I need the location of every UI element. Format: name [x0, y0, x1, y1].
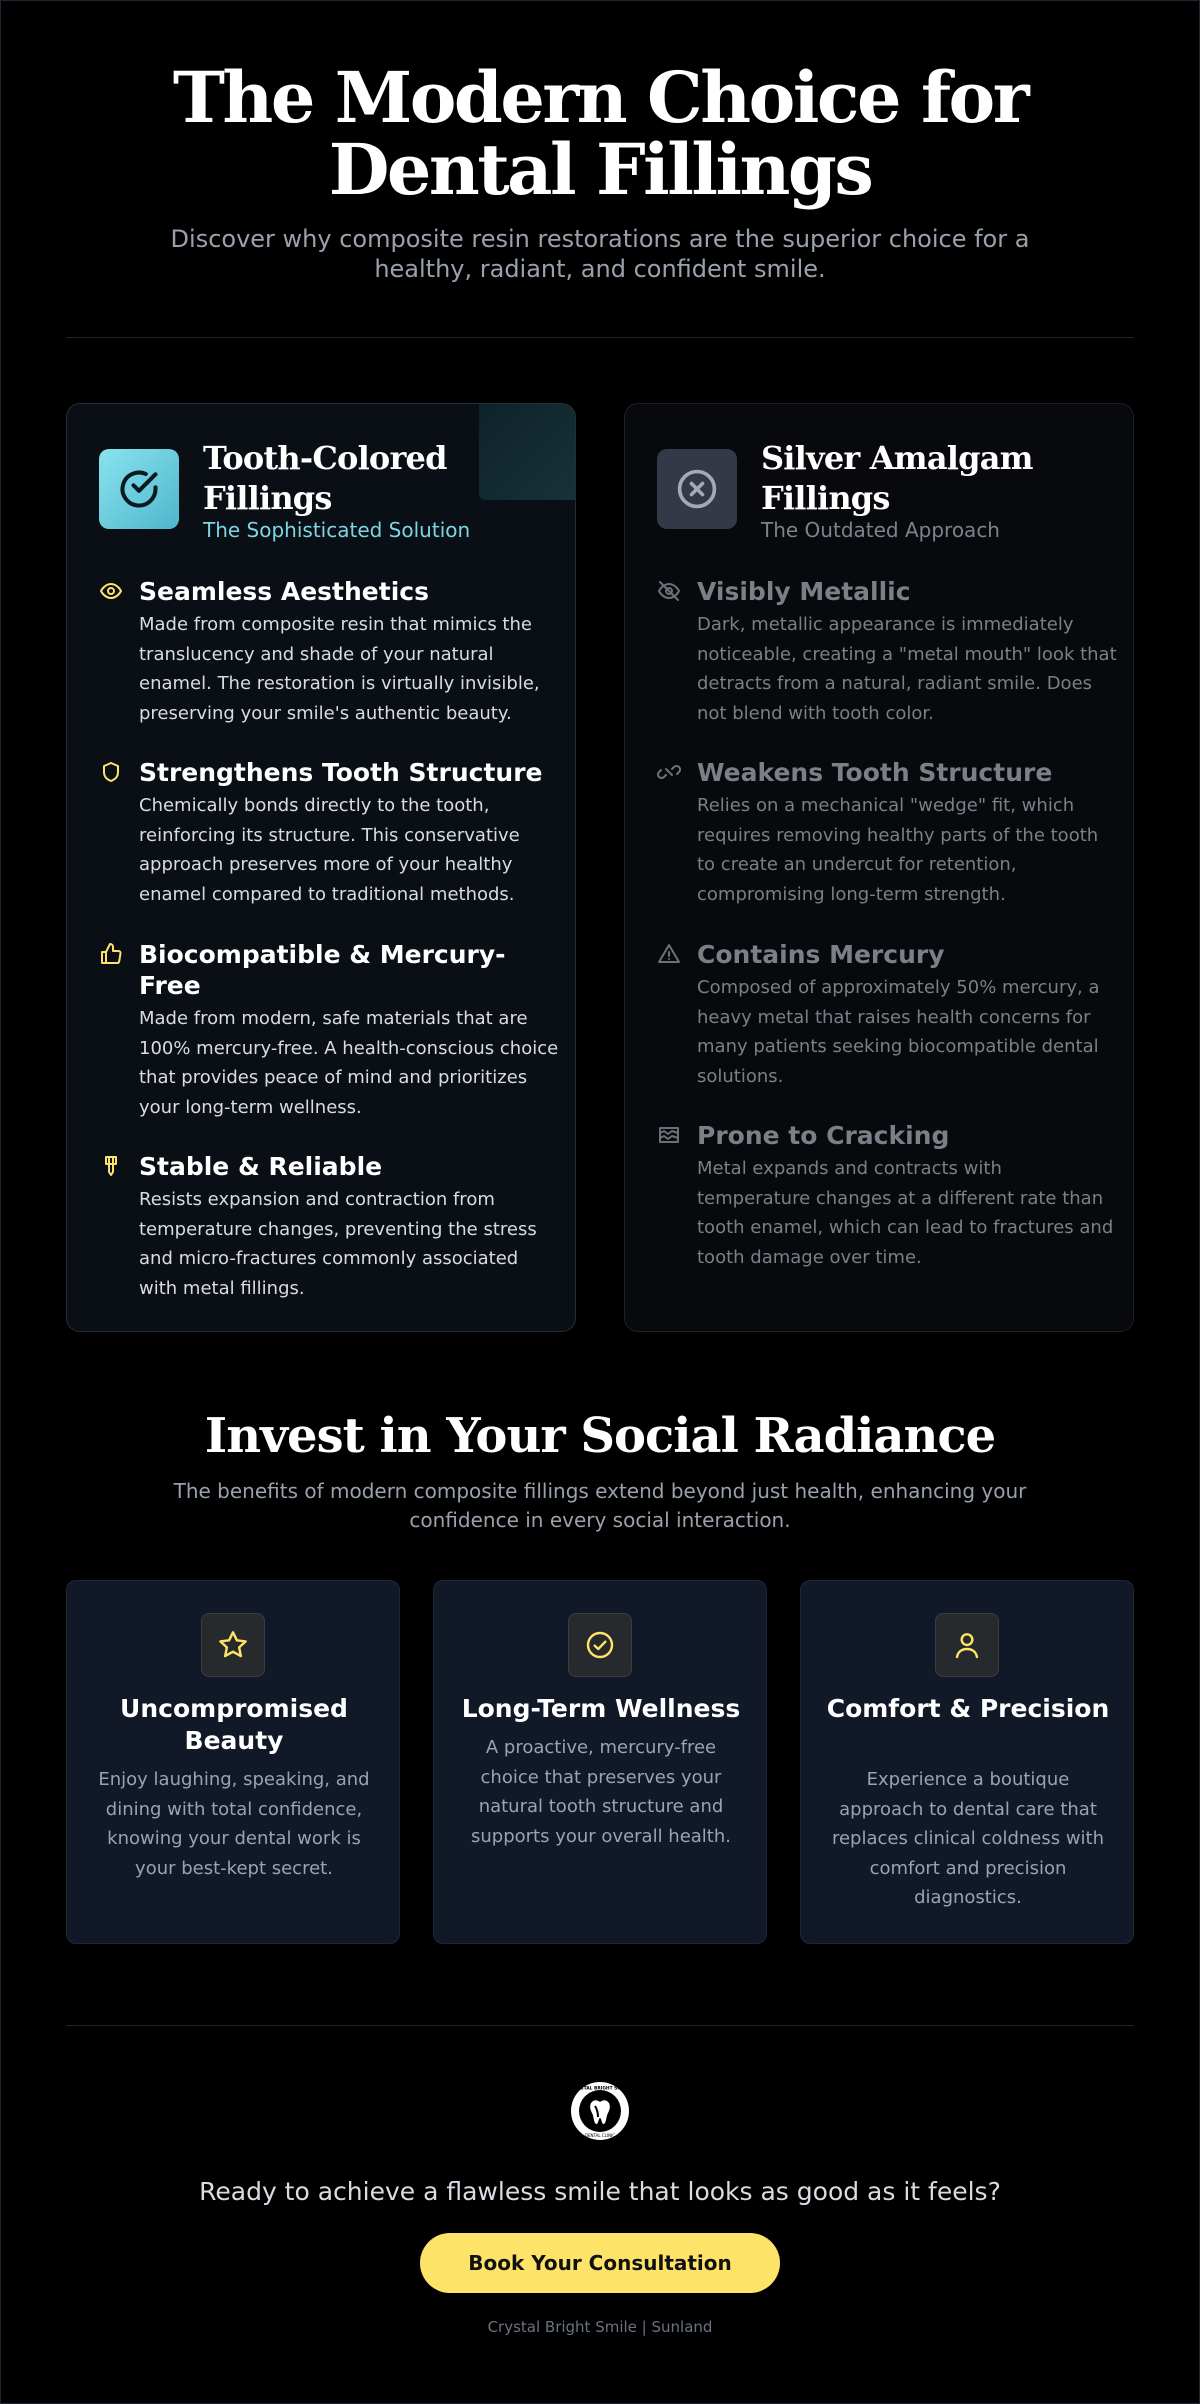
benefit-card — [66, 1580, 400, 1944]
feature-body: Made from modern, safe materials that are 100% mercury-free. A health-conscious choice that provides peace of mind and prioritizes your long-term wellness. — [139, 1008, 559, 1118]
feature-title: Stable & Reliable — [139, 1152, 383, 1181]
thumbs-up-icon — [99, 942, 123, 966]
warning-icon — [657, 942, 681, 966]
divider-bottom — [66, 2025, 1134, 2026]
star-icon — [201, 1613, 265, 1677]
benefits-subtitle: The benefits of modern composite fillings extend beyond just health, enhancing your confidence in every social interaction. — [173, 1479, 1027, 1532]
benefits-title: Invest in Your Social Radiance — [204, 1408, 996, 1464]
feature-title: Visibly Metallic — [697, 577, 911, 606]
benefit-title: Long-Term Wellness — [461, 1694, 741, 1723]
composite-tagline: The Sophisticated Solution — [203, 518, 471, 542]
page-title: The Modern Choice for Dental Fillings — [172, 56, 1028, 211]
broken-link-icon — [657, 760, 681, 784]
feature-title: Seamless Aesthetics — [139, 577, 429, 606]
benefit-body: Enjoy laughing, speaking, and dining with total confidence, knowing your dental work is your best-kept secret. — [98, 1769, 370, 1879]
amalgam-title: Silver Amalgam Fillings — [761, 439, 1033, 517]
feature-title: Strengthens Tooth Structure — [139, 758, 543, 787]
benefit-title: Uncompromised Beauty — [120, 1694, 348, 1755]
book-consultation-button[interactable]: Book Your Consultation — [420, 2233, 780, 2293]
shield-icon — [99, 760, 123, 784]
feature-body: Composed of approximately 50% mercury, a heavy metal that raises health concerns for many patients seeking biocompatible dental solutions. — [697, 977, 1100, 1087]
user-icon — [935, 1613, 999, 1677]
amalgam-card — [624, 403, 1134, 1332]
benefit-body: Experience a boutique approach to dental care that replaces clinical coldness with comfort and precision diagnostics. — [831, 1769, 1105, 1908]
feature-title: Weakens Tooth Structure — [697, 758, 1053, 787]
check-circle-icon — [99, 449, 179, 529]
benefit-body: A proactive, mercury-free choice that preserves your natural tooth structure and supports your overall health. — [471, 1737, 731, 1847]
tooth-icon — [99, 1154, 123, 1178]
footer-text: Crystal Bright Smile | Sunland — [487, 2318, 713, 2336]
eye-icon — [99, 579, 123, 603]
x-circle-icon — [657, 449, 737, 529]
logo-text-top: CRYSTAL BRIGHT SMILE — [570, 2086, 630, 2092]
eye-off-icon — [657, 579, 681, 603]
cta-text: Ready to achieve a flawless smile that looks as good as it feels? — [199, 2177, 1001, 2206]
benefit-title: Comfort & Precision — [826, 1694, 1110, 1723]
crack-icon — [657, 1123, 681, 1147]
page-subtitle: Discover why composite resin restorations are the superior choice for a healthy, radiant, and confident smile. — [170, 225, 1030, 283]
composite-card — [66, 403, 576, 1332]
feature-body: Relies on a mechanical "wedge" fit, which requires removing healthy parts of the tooth to create an undercut for retention, compromising long-term strength. — [697, 795, 1099, 905]
feature-body: Made from composite resin that mimics the translucency and shade of your natural enamel. The restoration is virtually invisible, preserving your smile's authentic beauty. — [139, 614, 540, 724]
amalgam-tagline: The Outdated Approach — [761, 518, 1000, 542]
feature-title: Biocompatible & Mercury-Free — [139, 940, 506, 1000]
feature-title: Contains Mercury — [697, 940, 945, 969]
benefit-card — [800, 1580, 1134, 1944]
feature-body: Chemically bonds directly to the tooth, reinforcing its structure. This conservative approach preserves more of your healthy enamel compared to traditional methods. — [139, 795, 520, 905]
feature-title: Prone to Cracking — [697, 1121, 950, 1150]
feature-body: Metal expands and contracts with temperature changes at a different rate than tooth enamel, which can lead to fractures and tooth damage over time. — [697, 1158, 1114, 1268]
tooth-logo-icon — [570, 2081, 630, 2141]
feature-body: Dark, metallic appearance is immediately noticeable, creating a "metal mouth" look that detracts from a natural, radiant smile. Does not blend with tooth color. — [697, 614, 1117, 724]
logo-text-bottom: DENTAL CLINIC — [584, 2133, 616, 2138]
divider-top — [66, 337, 1134, 338]
composite-title: Tooth-Colored Fillings — [203, 439, 447, 517]
check-badge-icon — [568, 1613, 632, 1677]
feature-body: Resists expansion and contraction from temperature changes, preventing the stress and micro-fractures commonly associated with metal fillings. — [139, 1189, 537, 1299]
benefit-card — [433, 1580, 767, 1944]
